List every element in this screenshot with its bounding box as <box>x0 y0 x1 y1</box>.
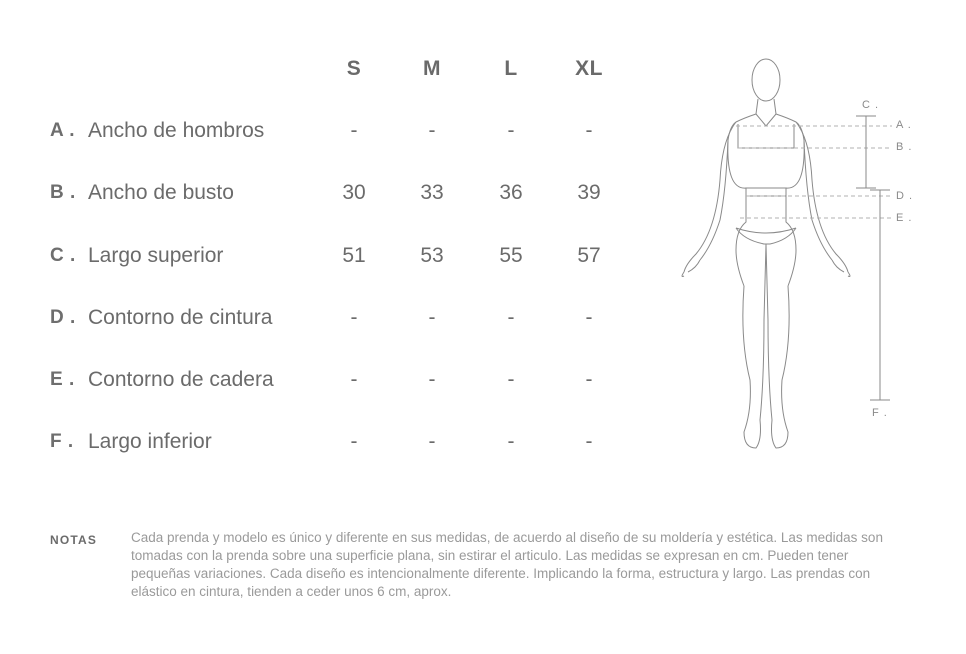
row-label: Contorno de cintura <box>88 306 273 329</box>
value-s: 30 <box>342 181 366 204</box>
row-letter: F . <box>50 431 74 452</box>
value-s: 51 <box>342 244 366 267</box>
row-label: Contorno de cadera <box>88 368 274 391</box>
value-m: 33 <box>420 181 444 204</box>
value-m: - <box>428 368 436 391</box>
value-m: - <box>428 119 436 142</box>
row-label: Ancho de busto <box>88 181 234 204</box>
measurement-figure <box>640 40 940 460</box>
value-m: - <box>428 430 436 453</box>
notes-text: Cada prenda y modelo es único y diferente en sus medidas, de acuerdo al diseño de su moldería y estética. Las medidas son tomadas con la prenda sobre una superficie plana, sin estirar el articulo. Las medidas se expresan en cm. Pueden tener pequeñas variaciones. Cada diseño es intencionalmente diferente. Implicando la forma, estructura y largo. Las prendas con elástico en cintura, tienden a ceder unos 6 cm, aprox. <box>131 530 883 599</box>
size-header-s: S <box>346 57 362 80</box>
value-m: 53 <box>420 244 444 267</box>
bracket-f <box>870 190 890 400</box>
figure-label-d: D . <box>896 190 914 202</box>
figure-label-a: A . <box>896 119 912 131</box>
row-label: Largo superior <box>88 244 224 267</box>
value-xl: - <box>585 119 593 142</box>
table-row <box>0 182 640 212</box>
value-xl: 57 <box>577 244 601 267</box>
size-header-m: M <box>423 57 441 80</box>
value-l: - <box>507 119 515 142</box>
table-row <box>0 245 640 275</box>
value-xl: 39 <box>577 181 601 204</box>
table-row <box>0 120 640 150</box>
table-row <box>0 369 640 399</box>
figure-label-f: F . <box>872 407 888 419</box>
row-letter: E . <box>50 369 75 390</box>
value-xl: - <box>585 368 593 391</box>
value-s: - <box>350 430 358 453</box>
size-header-xl: XL <box>575 57 603 80</box>
value-xl: - <box>585 430 593 453</box>
value-s: - <box>350 306 358 329</box>
value-l: - <box>507 368 515 391</box>
row-letter: A . <box>50 120 76 141</box>
row-label: Ancho de hombros <box>88 119 265 142</box>
value-l: - <box>507 430 515 453</box>
figure-label-b: B . <box>896 141 913 153</box>
notes-title: NOTAS <box>50 533 98 547</box>
figure-label-e: E . <box>896 212 913 224</box>
value-l: - <box>507 306 515 329</box>
value-s: - <box>350 368 358 391</box>
size-header-l: L <box>504 57 518 80</box>
value-s: - <box>350 119 358 142</box>
mannequin-outline <box>682 59 850 448</box>
mannequin-diagram <box>640 40 940 460</box>
table-row <box>0 431 640 461</box>
value-l: 36 <box>499 181 523 204</box>
figure-label-c: C . <box>862 99 880 111</box>
row-label: Largo inferior <box>88 430 212 453</box>
bracket-c <box>856 116 876 188</box>
value-l: 55 <box>499 244 523 267</box>
row-letter: B . <box>50 182 76 203</box>
row-letter: D . <box>50 307 76 328</box>
value-xl: - <box>585 306 593 329</box>
table-row <box>0 307 640 337</box>
measurement-lines <box>736 126 892 218</box>
row-letter: C . <box>50 245 76 266</box>
value-m: - <box>428 306 436 329</box>
